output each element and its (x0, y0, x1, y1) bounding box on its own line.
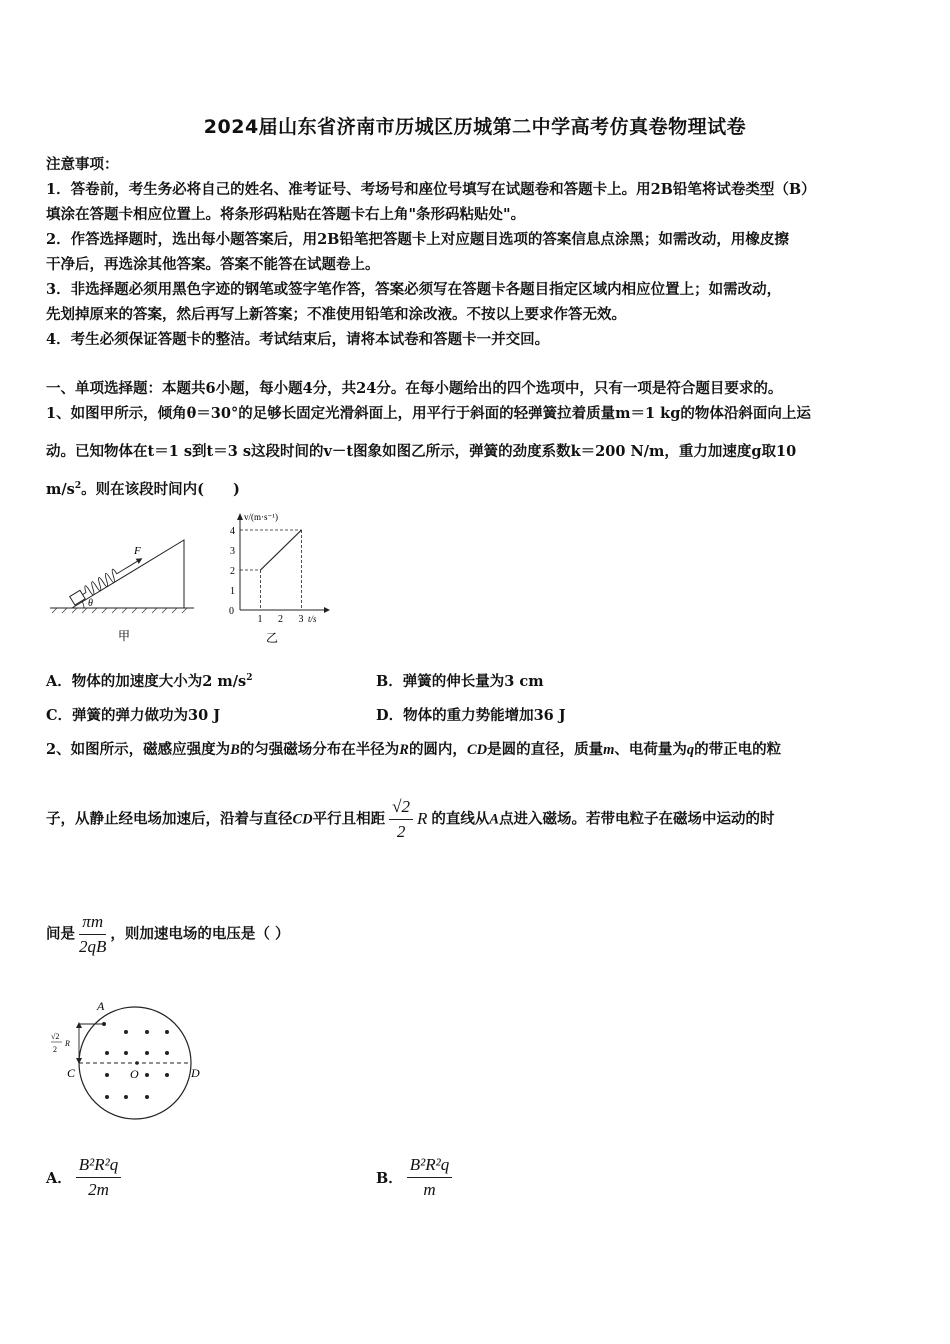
notice-line: 填涂在答题卡相应位置上。将条形码粘贴在答题卡右上角"条形码粘贴处"。 (46, 206, 526, 223)
angle-arc (82, 602, 84, 608)
x-tick-label: 1 (257, 614, 263, 625)
option-fraction (407, 1155, 452, 1200)
section-heading: 一、单项选择题：本题共6小题，每小题4分，共24分。在每小题给出的四个选项中，只有一项是符合题目要求的。 (46, 380, 783, 397)
symbol: R (399, 742, 409, 758)
fraction-denominator: 2qB (79, 937, 107, 956)
y-axis-arrow (237, 513, 243, 520)
y-tick-label: 4 (230, 526, 235, 537)
unit-text: m/s (46, 481, 75, 498)
option-label: A． (46, 1170, 72, 1187)
symbol: A (489, 811, 500, 828)
q2-text-line2 (46, 797, 775, 842)
q2-option-b[interactable] (376, 1155, 456, 1200)
y-tick-label: 1 (230, 586, 235, 597)
notice-line: 4．考生必须保证答题卡的整洁。考试结束后，请将本试卷和答题卡一并交回。 (46, 331, 550, 348)
fraction-numerator: √2 (389, 797, 413, 820)
x-tick-label: 2 (278, 614, 283, 625)
y-axis-label: v/(m·s⁻¹) (244, 512, 278, 522)
text-run: 点进入磁场。若带电粒子在磁场中运动的时 (499, 810, 775, 828)
figure-caption: 乙 (266, 631, 279, 645)
fraction-numerator: B²R²q (407, 1155, 452, 1178)
q2-text-line3 (46, 912, 289, 957)
fraction-denominator: 2 (396, 822, 406, 841)
notice-line: 2．作答选择题时，选出每小题答案后，用2B铅笔把答题卡上对应题目选项的答案信息点涂黑；如需改动，用橡皮擦 (46, 231, 789, 248)
notice-line: 干净后，再选涂其他答案。答案不能答在试题卷上。 (46, 256, 380, 273)
text-run: ，则加速电场的电压是（ ） (110, 925, 290, 943)
label-o: O (130, 1067, 139, 1081)
symbol: m (603, 742, 615, 758)
y-tick-label: 3 (230, 546, 235, 557)
spring (79, 566, 125, 600)
symbol: q (686, 742, 695, 758)
fraction-denominator: m (423, 1180, 436, 1199)
question-tail: 。则在该段时间内( ) (81, 481, 240, 498)
force-label: F (134, 545, 141, 557)
option-label: B． (376, 1170, 403, 1187)
symbol: CD (466, 742, 488, 758)
center-point (135, 1061, 139, 1065)
figure-caption: 甲 (118, 629, 131, 643)
x-axis-arrow (324, 607, 330, 613)
distance-arrow-up (76, 1022, 82, 1028)
y-tick-label: 2 (230, 566, 235, 577)
text-run: 的直线从 (431, 810, 490, 828)
magnetic-field-figure (46, 995, 216, 1125)
symbol: CD (292, 811, 313, 828)
text-run: 2、如图所示，磁感应强度为 (46, 741, 231, 758)
q1-text-line3 (46, 478, 240, 499)
text-run: 子，从静止经电场加速后，沿着与直径 (46, 810, 293, 828)
page-title: 2024届山东省济南市历城区历城第二中学高考仿真卷物理试卷 (203, 116, 747, 138)
label-d: D (191, 1066, 200, 1080)
option-text: A．物体的加速度大小为2 m/s (46, 673, 247, 690)
field-dots (102, 1022, 169, 1099)
fraction-numerator: πm (79, 912, 106, 935)
distance-den: 2 (53, 1045, 57, 1054)
q1-option-a[interactable] (46, 670, 252, 691)
q2-option-a[interactable] (46, 1155, 125, 1200)
block-and-spring (69, 553, 145, 606)
notice-line: 1．答卷前，考生务必将自己的姓名、准考证号、考场号和座位号填写在试题卷和答题卡上。用2B铅笔将试卷类型（B） (46, 181, 816, 198)
text-run: 的圆内， (408, 741, 467, 758)
unit-sup: 2 (74, 481, 82, 492)
text-run: 、电荷量为 (614, 741, 687, 758)
q1-text-line1: 1、如图甲所示，倾角θ＝30°的足够长固定光滑斜面上，用平行于斜面的轻弹簧拉着质量m＝1 kg的物体沿斜面向上运 (46, 405, 811, 422)
velocity-line (261, 530, 302, 570)
x-axis-label: t/s (308, 614, 317, 624)
x-tick-label: 3 (298, 614, 304, 625)
notice-line: 3．非选择题必须用黑色字迹的钢笔或签字笔作答，答案必须写在答题卡各题目指定区域内相应位置上；如需改动， (46, 281, 782, 298)
q1-text-line2: 动。已知物体在t＝1 s到t＝3 s这段时间的v－t图象如图乙所示，弹簧的劲度系数k＝200 N/m，重力加速度g取10 (46, 443, 797, 460)
label-a: A (97, 999, 105, 1013)
time-fraction (79, 912, 106, 957)
q1-option-d[interactable]: D．物体的重力势能增加36 J (376, 707, 566, 724)
notice-heading: 注意事项： (46, 156, 119, 173)
vt-chart (222, 508, 332, 648)
symbol: R (417, 808, 428, 828)
text-run: 是圆的直径，质量 (487, 741, 604, 758)
text-run: 平行且相距 (312, 810, 386, 828)
option-sup: 2 (246, 673, 253, 684)
fraction-denominator: 2m (88, 1180, 109, 1199)
distance-fraction (389, 797, 413, 842)
distance-num: √2 (51, 1032, 60, 1041)
q2-text-line1 (46, 738, 781, 759)
angle-label: θ (88, 598, 93, 609)
notice-line: 先划掉原来的答案，然后再写上新答案；不准使用铅笔和涂改液。不按以上要求作答无效。 (46, 306, 626, 323)
symbol: B (230, 742, 240, 758)
y-tick-label: 0 (229, 606, 234, 617)
distance-r: R (65, 1039, 70, 1048)
text-run: 间是 (46, 925, 75, 943)
q1-option-b[interactable]: B．弹簧的伸长量为3 cm (376, 673, 544, 690)
ground-hatching (50, 608, 194, 613)
q1-option-c[interactable]: C．弹簧的弹力做功为30 J (46, 707, 221, 724)
label-c: C (67, 1066, 76, 1080)
incline-figure (46, 530, 196, 645)
fraction-numerator: B²R²q (76, 1155, 121, 1178)
text-run: 的带正电的粒 (694, 741, 782, 758)
option-fraction (76, 1155, 121, 1200)
text-run: 的匀强磁场分布在半径为 (239, 741, 400, 758)
